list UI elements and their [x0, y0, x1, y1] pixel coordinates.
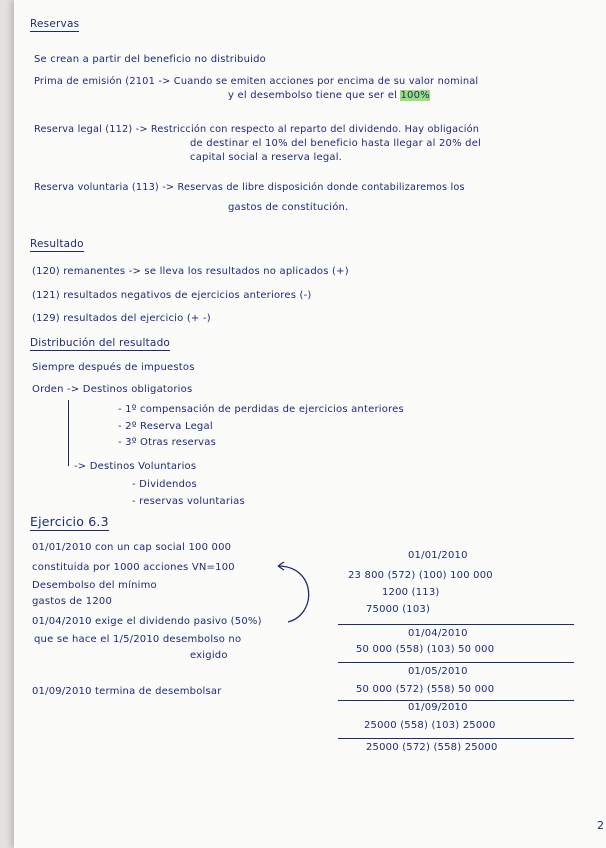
prima-emision-line-2: y el desembolso tiene que ser el 100% — [228, 90, 430, 101]
distribucion-despues-impuestos: Siempre después de impuestos — [32, 362, 195, 373]
reservas-line-1: Se crean a partir del beneficio no distribuido — [34, 54, 266, 65]
ejercicio-line-6: que se hace el 1/5/2010 desembolso no — [34, 634, 242, 645]
prima-emision-line-1: Prima de emisión (2101 -> Cuando se emiten acciones por encima de su valor nominal — [34, 76, 479, 87]
page-number: 2 — [597, 819, 604, 832]
reserva-voluntaria-line-1: Reserva voluntaria (113) -> Reservas de libre disposición donde contabilizaremos los — [34, 182, 465, 193]
ejercicio-line-4: gastos de 1200 — [32, 596, 113, 607]
asiento-fecha-4: 01/09/2010 — [408, 702, 468, 713]
asiento-3-line-1: 50 000 (572) (558) 50 000 — [356, 684, 495, 695]
ejercicio-line-7: exigido — [190, 650, 228, 661]
resultado-129: (129) resultados del ejercicio (+ -) — [32, 313, 211, 324]
asiento-1-line-3: 75000 (103) — [366, 604, 431, 615]
distribucion-item-1: - 1º compensación de perdidas de ejercicios anteriores — [118, 404, 404, 415]
asiento-1-line-2: 1200 (113) — [382, 587, 440, 598]
highlight-100-percent: 100% — [400, 90, 430, 101]
heading-distribucion: Distribución del resultado — [30, 337, 171, 349]
destino-reservas-voluntarias: - reservas voluntarias — [132, 496, 245, 507]
reserva-voluntaria-line-2: gastos de constitución. — [228, 202, 349, 213]
distribucion-voluntarios: -> Destinos Voluntarios — [74, 461, 197, 472]
asiento-fecha-1: 01/01/2010 — [408, 550, 468, 561]
heading-reservas: Reservas — [30, 18, 80, 30]
distribucion-item-3: - 3º Otras reservas — [118, 437, 217, 448]
resultado-120: (120) remanentes -> se lleva los resultados no aplicados (+) — [32, 266, 349, 277]
curved-arrow — [274, 556, 324, 636]
asiento-2-line-1: 50 000 (558) (103) 50 000 — [356, 644, 495, 655]
divider-1 — [338, 624, 574, 625]
distribucion-item-2: - 2º Reserva Legal — [118, 421, 213, 432]
divider-4 — [338, 738, 574, 739]
resultado-121: (121) resultados negativos de ejercicios anteriores (-) — [32, 290, 312, 301]
notebook-page — [14, 0, 606, 848]
divider-2 — [338, 662, 574, 663]
reserva-legal-line-3: capital social a reserva legal. — [190, 152, 343, 163]
asiento-4-line-1: 25000 (558) (103) 25000 — [364, 720, 496, 731]
reserva-legal-line-1: Reserva legal (112) -> Restricción con respecto al reparto del dividendo. Hay obligación — [34, 124, 480, 135]
bracket-line — [68, 400, 69, 466]
asiento-fecha-2: 01/04/2010 — [408, 628, 468, 639]
asiento-fecha-3: 01/05/2010 — [408, 666, 468, 677]
divider-3 — [338, 700, 574, 701]
ejercicio-line-2: constituida por 1000 acciones VN=100 — [32, 562, 235, 573]
heading-ejercicio: Ejercicio 6.3 — [30, 514, 109, 529]
asiento-1-line-1: 23 800 (572) (100) 100 000 — [348, 570, 493, 581]
reserva-legal-line-2: de destinar el 10% del beneficio hasta llegar al 20% del — [190, 138, 482, 149]
ejercicio-line-3: Desembolso del mínimo — [32, 580, 157, 591]
heading-resultado: Resultado — [30, 238, 84, 250]
ejercicio-line-1: 01/01/2010 con un cap social 100 000 — [32, 542, 232, 553]
ejercicio-line-8: 01/09/2010 termina de desembolsar — [32, 686, 222, 697]
ejercicio-line-5: 01/04/2010 exige el dividendo pasivo (50%) — [32, 616, 262, 627]
distribucion-orden: Orden -> Destinos obligatorios — [32, 384, 193, 395]
destino-dividendos: - Dividendos — [132, 479, 197, 490]
asiento-5-line-1: 25000 (572) (558) 25000 — [366, 742, 498, 753]
